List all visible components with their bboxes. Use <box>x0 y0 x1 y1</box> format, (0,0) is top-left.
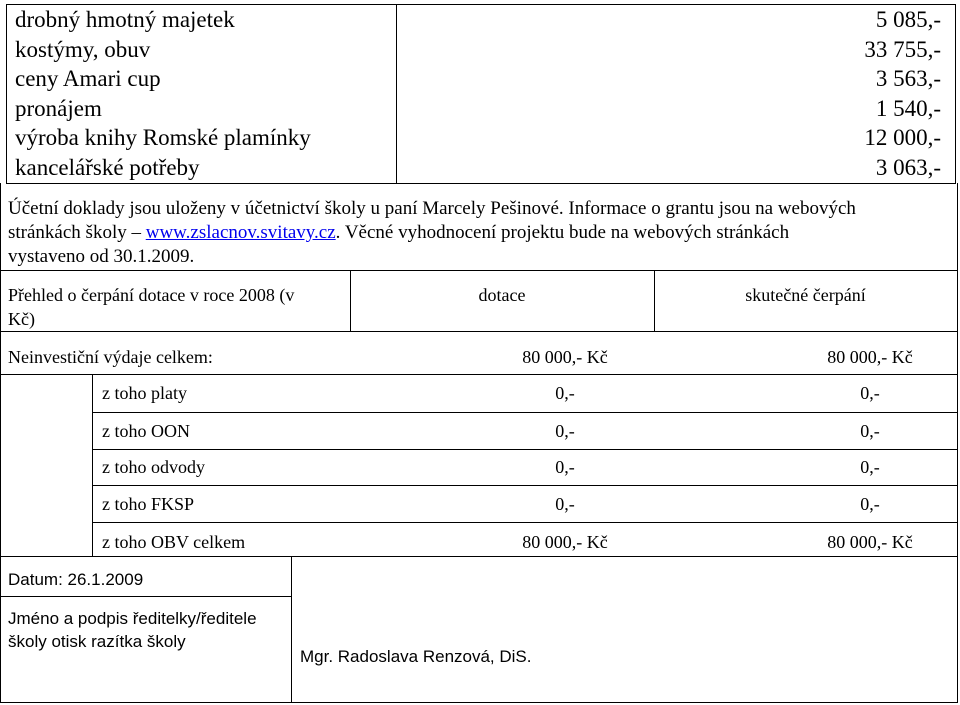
row-dotace: 0,- <box>555 383 575 403</box>
overview-title-line-1: Přehled o čerpání dotace v roce 2008 (v <box>8 285 295 305</box>
expense-amount: 3 063,- <box>875 155 941 180</box>
row-skutecne: 0,- <box>860 421 880 441</box>
note-line-2: stránkách školy – www.zslacnov.svitavy.cz. Věcné vyhodnocení projektu bude na webových stránkách <box>8 222 790 243</box>
row-skutecne: 80 000,- Kč <box>827 532 913 552</box>
expense-label: pronájem <box>15 96 102 121</box>
col-header-dotace: dotace <box>478 285 526 305</box>
total-skutecne: 80 000,- Kč <box>827 347 913 367</box>
row-label: z toho platy <box>102 383 187 403</box>
expense-amount: 12 000,- <box>864 125 941 150</box>
expense-label: kancelářské potřeby <box>15 155 200 180</box>
row-label: z toho OBV celkem <box>102 532 246 552</box>
expense-amount: 33 755,- <box>864 37 941 62</box>
signer-name: Mgr. Radoslava Renzová, DiS. <box>300 647 532 666</box>
row-dotace: 80 000,- Kč <box>522 532 608 552</box>
note-line-3: vystaveno od 30.1.2009. <box>8 246 195 267</box>
school-website-link[interactable]: www.zslacnov.svitavy.cz <box>145 222 336 243</box>
row-dotace: 0,- <box>555 494 575 514</box>
date-label: Datum: 26.1.2009 <box>8 570 144 589</box>
row-dotace: 0,- <box>555 457 575 477</box>
overview-title-line-2: Kč) <box>8 309 35 329</box>
row-skutecne: 0,- <box>860 383 880 403</box>
expense-label: výroba knihy Romské plamínky <box>15 125 311 150</box>
row-dotace: 0,- <box>555 421 575 441</box>
total-dotace: 80 000,- Kč <box>522 347 608 367</box>
row-label: z toho FKSP <box>102 494 195 514</box>
row-label: z toho odvody <box>102 457 205 477</box>
expense-label: drobný hmotný majetek <box>15 7 235 32</box>
signature-label-line-2: školy otisk razítka školy <box>8 632 186 651</box>
note-line-1: Účetní doklady jsou uloženy v účetnictví školy u paní Marcely Pešinové. Informace o grantu jsou na webových <box>8 198 856 219</box>
row-skutecne: 0,- <box>860 457 880 477</box>
row-skutecne: 0,- <box>860 494 880 514</box>
col-header-skutecne-cerpani: skutečné čerpání <box>745 285 866 305</box>
expense-amount: 5 085,- <box>875 7 941 32</box>
expense-amount: 3 563,- <box>875 66 941 91</box>
expense-label: ceny Amari cup <box>15 66 161 91</box>
signature-label-line-1: Jméno a podpis ředitelky/ředitele <box>8 609 257 628</box>
total-label: Neinvestiční výdaje celkem: <box>8 347 213 367</box>
expense-label: kostýmy, obuv <box>15 37 151 62</box>
row-label: z toho OON <box>102 421 190 441</box>
expense-amount: 1 540,- <box>875 96 941 121</box>
